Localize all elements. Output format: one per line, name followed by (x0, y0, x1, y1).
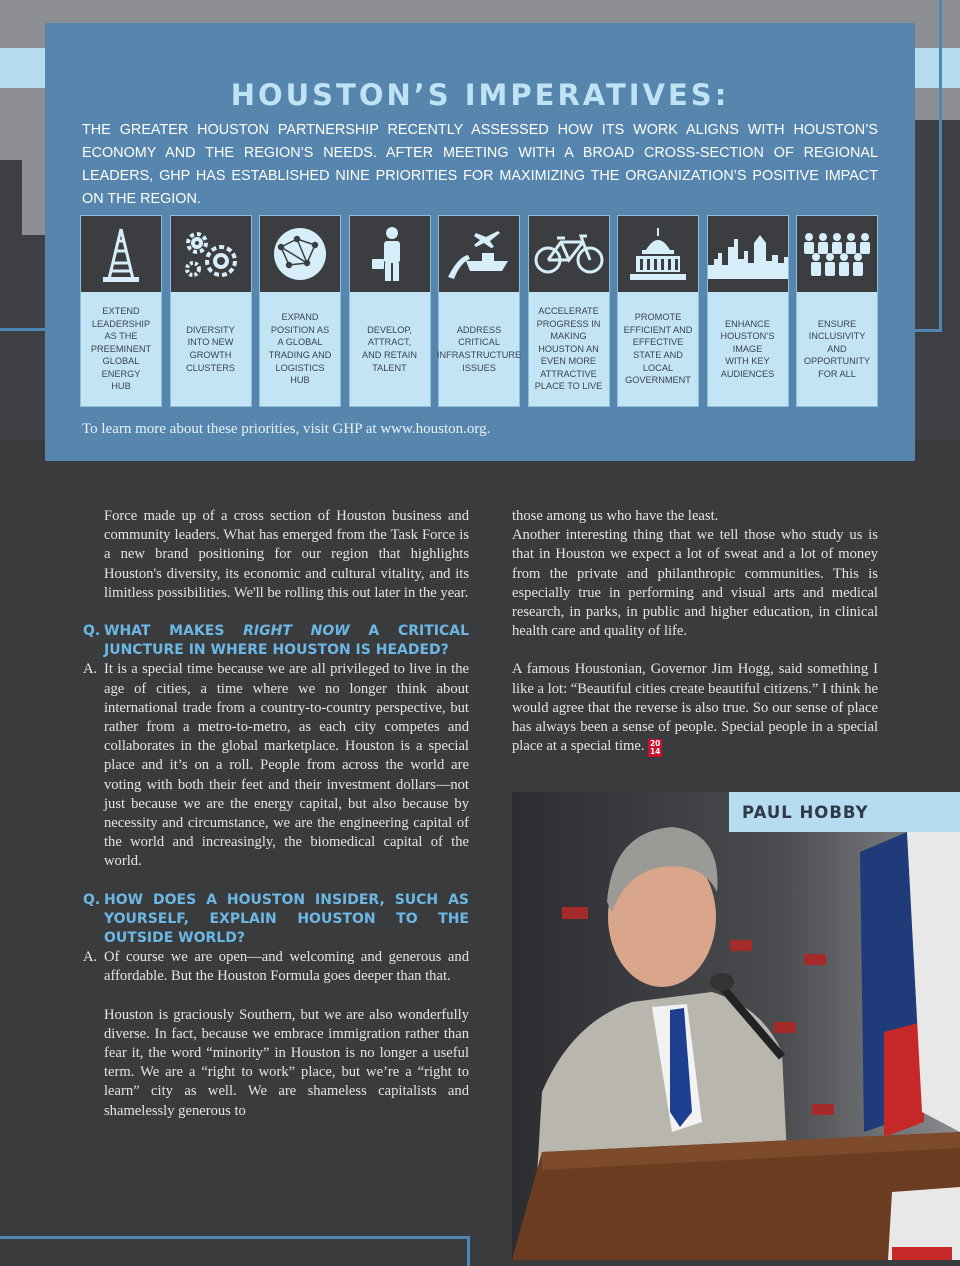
priority-label: ENHANCE HOUSTON’S IMAGE WITH KEY AUDIENCES (720, 318, 775, 379)
priority-tile-inclusivity (796, 215, 878, 407)
answer-text: Of course we are open—and welcoming and generous and affordable. But the Houston Formula goes deeper than that. (104, 949, 469, 985)
answer-2 (83, 948, 469, 986)
question-marker: Q. (83, 623, 101, 640)
priority-label: ENSURE INCLUSIVITY AND OPPORTUNITY FOR ALL (803, 318, 871, 379)
priority-tile-image (707, 215, 789, 407)
priority-label: PROMOTE EFFICIENT AND EFFECTIVE STATE AND LOCAL GOVERNMENT (623, 312, 693, 386)
question-text: HOW DOES A HOUSTON INSIDER, SUCH AS YOURSELF, EXPLAIN HOUSTON TO THE OUTSIDE WORLD? (104, 891, 469, 947)
body-paragraph: Force made up of a cross section of Houston business and community leaders. What has emerged from the Task Force is a new brand positioning for our region that highlights Houston's diversity, its economic and cultural vitality, and its limitless possibilities. We'll be rolling this out later in the year. (104, 508, 469, 601)
answer-marker: A. (83, 949, 98, 966)
body-paragraph: A famous Houstonian, Governor Jim Hogg, said something I like a lot: “Beautiful cities create beautiful citizens.” I think he would agree that the reverse is also true. So our sense of place has always been a sense of people. Special people in a special place at a special time. 20 14 (512, 661, 878, 757)
question-1 (83, 622, 469, 660)
answer-text: It is a special time because we are all privileged to live in the age of cities, a time where we no longer think about international trade from a country-to-country perspective, but rather from a metro-to-metro, as each city competes and collaborates in the global marketplace. Houston is a special place and it’s on a roll. People from across the world are voting with both their feet and their investment dollars—not just because we are the energy capital, but also because by necessity and circumstance, we are the engineering capital of the world and increasingly, the biomedical capital of the world. (104, 661, 469, 870)
learn-more-text: To learn more about these priorities, visit GHP at www.houston.org. (82, 421, 491, 437)
priority-label: EXTEND LEADERSHIP AS THE PREEMINENT GLOBAL ENERGY HUB (90, 305, 152, 392)
right-column (512, 507, 878, 757)
answer-1 (83, 660, 469, 871)
gears-icon (171, 216, 251, 292)
imperatives-panel (45, 23, 915, 461)
body-paragraph: those among us who have the least. (512, 508, 719, 524)
priority-tile-growth-clusters (170, 215, 252, 407)
priority-label: DEVELOP, ATTRACT, AND RETAIN TALENT (362, 324, 417, 373)
question-marker: Q. (83, 891, 101, 908)
speaker-name: PAUL HOBBY (742, 803, 869, 822)
accent-stripe-left (0, 48, 46, 88)
left-column (83, 507, 469, 1121)
priority-tile-infrastructure (438, 215, 520, 407)
panel-intro: THE GREATER HOUSTON PARTNERSHIP RECENTLY ASSESSED HOW ITS WORK ALIGNS WITH HOUSTON’S ECONOMY AND THE REGION’S NEEDS. AFTER MEETING WITH A BROAD CROSS-SECTION OF REGIONAL LEADERS, GHP HAS ESTABLISHED NINE PRIORITIES FOR MAXIMIZING THE ORGANIZATION’S POSITIVE IMPACT ON THE REGION. (82, 122, 878, 207)
crowd-icon (797, 216, 877, 292)
question-emphasis: RIGHT NOW (243, 623, 350, 640)
globe-network-icon (260, 216, 340, 292)
question-text: A CRITICAL JUNCTURE IN WHERE HOUSTON IS HEADED? (104, 623, 470, 659)
body-paragraph: Houston is graciously Southern, but we are also wonderfully diverse. In fact, because we embrace immigration rather than fear it, the word “minority” in Houston is no longer a useful term. We are a “right to work” place, but we’re a “right to learn” city as well. We are shameless capitalists and shamelessly generous to (104, 1006, 469, 1119)
priority-tile-talent (349, 215, 431, 407)
priority-label: ACCELERATE PROGRESS IN MAKING HOUSTON AN EVEN MORE ATTRACTIVE PLACE TO LIVE (534, 305, 603, 392)
capitol-icon (618, 216, 698, 292)
photo-caption-bar (729, 792, 960, 832)
priority-tile-energy-hub (80, 215, 162, 407)
priority-tile-government (617, 215, 699, 407)
body-paragraph: Another interesting thing that we tell those who study us is that in Houston we expect a lot of sweat and a lot of money from the private and philanthropic communities. This is especially true in performing and visual arts and medical research, in parks, in public and higher education, in clinical health care and quality of life. (512, 527, 878, 640)
speaker-photo (512, 792, 960, 1260)
panel-title: HOUSTON’S IMPERATIVES: (230, 78, 730, 112)
priority-label: ADDRESS CRITICAL INFRASTRUCTURE ISSUES (436, 324, 522, 373)
priority-label: EXPAND POSITION AS A GLOBAL TRADING AND LOGISTICS HUB (268, 312, 332, 386)
priorities-grid (80, 215, 880, 409)
building-silhouette (0, 235, 45, 460)
skyline-icon (708, 216, 788, 292)
priority-tile-trading-hub (259, 215, 341, 407)
infrastructure-icon (439, 216, 519, 292)
businessperson-icon (350, 216, 430, 292)
question-text: WHAT MAKES (104, 623, 244, 640)
answer-marker: A. (83, 661, 98, 678)
question-2 (83, 891, 469, 949)
frame-line-right (912, 0, 942, 332)
priority-label: DIVERSITY INTO NEW GROWTH CLUSTERS (185, 324, 235, 373)
frame-line-left (0, 328, 46, 331)
frame-line-bottom (0, 1236, 470, 1266)
bicycle-icon (529, 216, 609, 292)
priority-tile-attractive-place (528, 215, 610, 407)
end-mark-badge: 20 14 (649, 739, 661, 757)
oil-derrick-icon (81, 216, 161, 292)
